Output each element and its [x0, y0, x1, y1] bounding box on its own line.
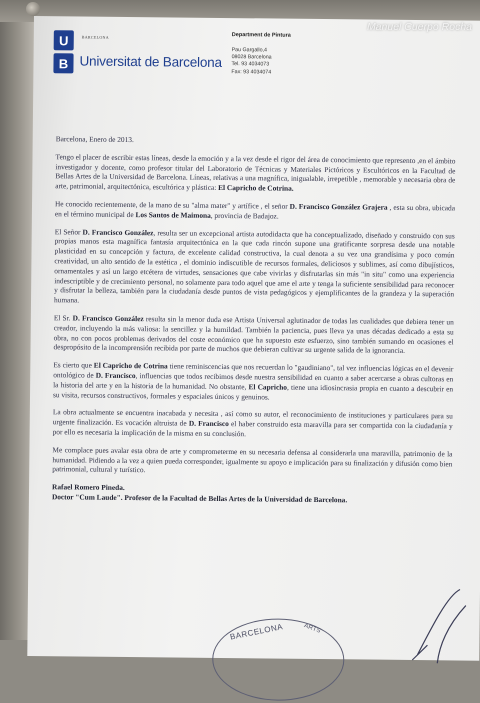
address-line: Fax: 93 4034074: [231, 68, 272, 76]
department-name: Department de Pintura: [231, 32, 291, 39]
p2-text-b: , esta su obra, ubicada en el término municipal de: [54, 202, 456, 219]
artist-name: D. Francisco González Grajera: [289, 201, 388, 212]
logo-small-text: BARCELONA: [81, 34, 109, 40]
university-name: Universitat de Barcelona: [79, 53, 222, 70]
signer-name: Rafael Romero Pineda.: [52, 482, 125, 493]
p3-lead: El Señor: [54, 226, 81, 237]
logo-letter-b: B: [53, 53, 73, 73]
p5-text-a: Es cierto que: [53, 360, 92, 370]
paragraph-6: [53, 408, 453, 442]
paragraph-5: [53, 360, 453, 403]
artist-name: D. Francisco: [188, 418, 229, 429]
paragraph-3: [54, 227, 455, 310]
p5-text-b: tiene reminiscencias que nos recuerdan lo "gaudiniano", tal vez influencias lógicas en el devenir ontológico de: [53, 361, 454, 380]
university-stamp: [212, 618, 345, 701]
paragraph-7: Me complace pues avalar esta obra de arte y comprometerme en su necesaria defensa al considerarla una maravilla, patrimonio de la humanidad. Pidiendo a la vez a quien pueda corresponder, igualmente su apoyo e implicación para su finalización y difusión como bien patrimonial, cultural y turístico.: [52, 444, 453, 475]
address-line: Tel. 93 4034073: [231, 61, 270, 68]
address-line: Pau Gargallo,4: [231, 47, 268, 54]
letter-sheet: [27, 16, 480, 661]
p6-text-b: el haber construido esta maravilla para ser compartida con la ciudadanía y por ello es necesaria la implicación de la misma en su conclusión.: [52, 419, 453, 439]
paragraph-1-text: Tengo el placer de escribir estas líneas, desde la emoción y a la vez desde el rigor del área de conocimiento que represento ,en el ámbito investigador y docente, como profesor titular del Laboratorio de Técnicas y Materiales Pictóricos y Escultóricos en la Facultad de Bellas Artes de la Universidad de Barcelona. Líneas, relativas a una magnífica, inigualable, irrepetible , memorable y necesaria obra de arte, patrimonial, arquitectónica, escultórica y plástica:: [55, 152, 456, 193]
p2-text-a: He conocido recientemente, de la mano de su "alma mater" y artífice , el señor: [54, 199, 288, 211]
paragraph-2: [55, 199, 455, 223]
work-title: El Capricho de Cotrina.: [218, 183, 294, 193]
work-title: El Capricho de Cotrina: [93, 360, 168, 371]
place-name: Los Santos de Maimona: [135, 209, 211, 220]
paragraph-1: [55, 152, 455, 195]
address-line: 08028 Barcelona: [231, 54, 272, 61]
photo-watermark: Manuel Cuerpo Rocha: [366, 21, 472, 33]
signer-title: Doctor "Cum Laude". Profesor de la Facultad de Bellas Artes de la Universidad de Barcelona.: [51, 492, 348, 505]
p2-text-c: , provincia de Badajoz.: [210, 210, 279, 221]
paragraph-4: [53, 313, 453, 356]
work-title: El Capricho: [248, 382, 288, 392]
p5-text-c: , influencias que todos recibimos desde nuestra sensibilidad en cuanto a saber acercarse a obras cultoras en la historia del arte y en la historia de la humanidad. No obstante,: [53, 371, 454, 391]
artist-name: D. Francisco: [95, 370, 136, 381]
letter-date: Barcelona, Enero de 2013.: [55, 134, 134, 145]
p4-text: resulta sin la menor duda ese Artista Universal aglutinador de todas las cualidades que debiera tener un creador, incluyendo la más valiosa: la sencillez y la humildad. También la paciencia, pues lleva ya unas décadas dedicado a esta su obra, no con pocos problemas derivados del coste económico que ha supuesto este esfuerzo, sino también sumando en ocasiones el despropósito de la incomprensión recibida por parte de muchos que debieran cultivar su urgente salida de la ignorancia.: [53, 314, 454, 356]
department-address: [231, 47, 271, 76]
p4-lead: El Sr.: [53, 313, 71, 323]
stamp-text-left: BARCELONA: [229, 622, 284, 642]
stamp-text-right: ARTS: [303, 623, 322, 635]
p6-text-a: La obra actualmente se encuentra inacabada y necesita , así como su autor, el reconocimiento de instituciones y particulares para su urgente finalización. Es vocación altruista de: [52, 407, 453, 428]
handwritten-signature: [407, 585, 468, 666]
logo-letter-u: U: [54, 30, 74, 50]
letter-body: [52, 134, 456, 506]
p3-text: , resulta ser un excepcional artista autodidacta que ha conceptualizado, diseñado y construido con sus propias manos esta magnífica fantasía arquitectónica en la que cada rincón supone una gratificante sorpresa desde una notable plasticidad en su concepción y factura, de excelente calidad constructiva, la cual denota a su vez una grandísima y poco común creatividad, un alto sentido de la estética , el dominio indiscutible de recursos formales, deliciosos y sublimes, así como dibujísticos, ornamentales y así un largo etcétera de virtudes, sensaciones que cabe vivirlas y disfrutarlas sin más "in situ" como una experiencia indescriptible y de crecimiento personal, no solamente para todo aquel que ame el arte y tenga la suficiente sensibilidad para reconocer y disfrutar la belleza, también para la ciudadanía desde puntos de vista pedagógicos y ejemplificantes de la grandeza y la superación humana.: [53, 227, 455, 305]
artist-name: D. Francisco González: [82, 227, 154, 237]
p5-text-d: , tiene una idiosincrasia propia en cuanto a descubrir en su visita, recursos constructivos, formales y espaciales únicos y genuinos.: [52, 382, 454, 402]
university-logo: [53, 30, 75, 74]
screw-head: [26, 2, 40, 16]
artist-name: D. Francisco González: [72, 313, 144, 324]
